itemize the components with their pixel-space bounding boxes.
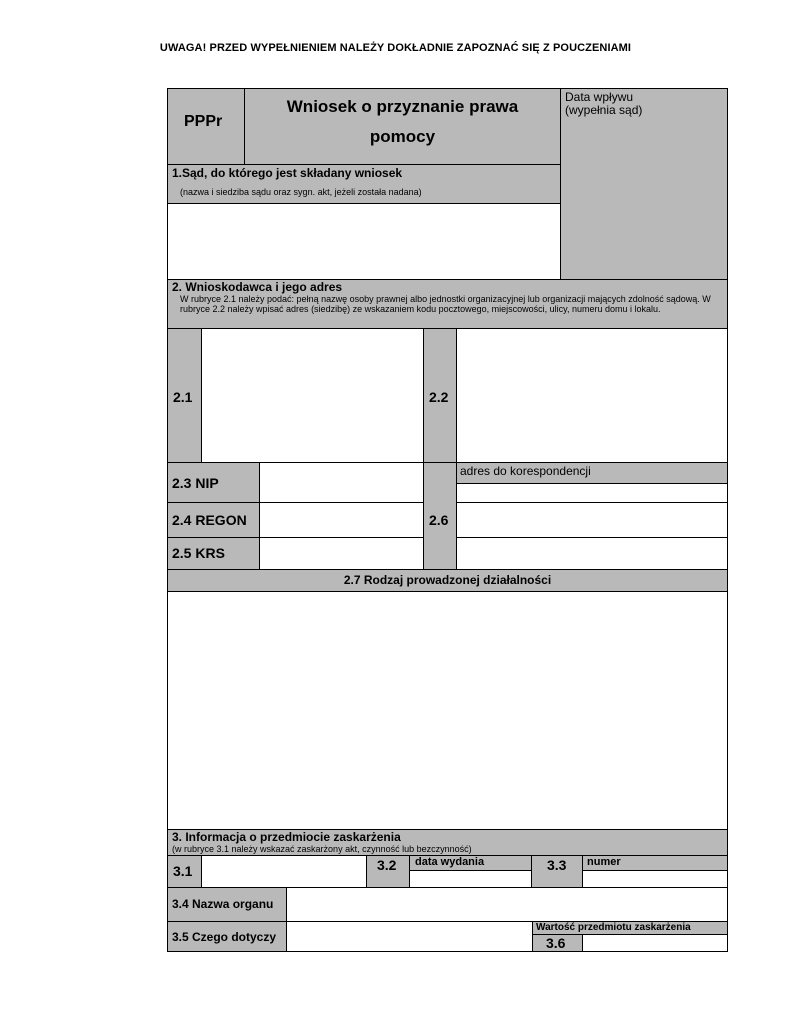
- subject-section-title: 3. Informacja o przedmiocie zaskarżenia: [172, 830, 401, 844]
- regon-input[interactable]: [259, 502, 424, 538]
- form-title-cell: [244, 88, 561, 165]
- court-section-header: [167, 164, 561, 204]
- court-section-hint: (nazwa i siedziba sądu oraz sygn. akt, jeżeli została nadana): [180, 187, 422, 197]
- organ-label: 3.4 Nazwa organu: [172, 897, 274, 911]
- activity-header: [167, 569, 728, 592]
- value-input[interactable]: [582, 934, 728, 952]
- value-label-cell: [532, 921, 728, 935]
- field-3-1-label-cell: [167, 855, 202, 888]
- organ-label-cell: [167, 887, 287, 922]
- issue-date-input[interactable]: [409, 870, 532, 888]
- number-input[interactable]: [582, 870, 728, 888]
- court-input[interactable]: [167, 203, 561, 280]
- krs-label-cell: [167, 537, 260, 570]
- nip-label-cell: [167, 462, 260, 503]
- number-label: numer: [587, 856, 621, 868]
- subject-section-hint: (w rubryce 3.1 należy wskazać zaskarżony akt, czynność lub bezczynność): [172, 844, 472, 854]
- organ-input[interactable]: [286, 887, 728, 922]
- field-2-2-label: 2.2: [429, 389, 449, 405]
- warning-banner: UWAGA! PRZED WYPEŁNIENIEM NALEŻY DOKŁADNIE ZAPOZNAĆ SIĘ Z POUCZENIAMI: [159, 42, 632, 54]
- nip-label: 2.3 NIP: [172, 475, 219, 491]
- field-2-1-label: 2.1: [173, 389, 193, 405]
- concerns-label: 3.5 Czego dotyczy: [172, 930, 277, 944]
- subject-section-header: [167, 829, 728, 856]
- concerns-input[interactable]: [286, 921, 533, 952]
- correspondence-input-line3[interactable]: [456, 537, 728, 570]
- regon-label-cell: [167, 502, 260, 538]
- issue-date-label-cell: [409, 855, 532, 871]
- field-3-6-label: 3.6: [546, 935, 566, 951]
- field-3-1-input[interactable]: [201, 855, 367, 888]
- form-title-line2: pomocy: [369, 127, 436, 146]
- field-3-1-label: 3.1: [173, 863, 193, 879]
- field-2-6-label-cell: [423, 462, 457, 570]
- form-title-line1: Wniosek o przyznanie prawa: [286, 97, 519, 116]
- receipt-date-cell: [560, 88, 728, 280]
- form-code: PPPr: [184, 113, 223, 130]
- applicant-section-title: 2. Wnioskodawca i jego adres: [172, 280, 343, 294]
- court-section-title: 1.Sąd, do którego jest składany wniosek: [172, 166, 403, 180]
- correspondence-input-line2[interactable]: [456, 502, 728, 538]
- number-label-cell: [582, 855, 728, 871]
- field-3-6-label-cell: [532, 934, 583, 952]
- field-2-6-label: 2.6: [429, 512, 449, 528]
- issue-date-label: data wydania: [415, 856, 485, 868]
- field-2-1-label-cell: [167, 328, 202, 463]
- field-2-1-input[interactable]: [201, 328, 424, 463]
- form-code-cell: [167, 88, 245, 165]
- regon-label: 2.4 REGON: [172, 512, 247, 528]
- value-label: Wartość przedmiotu zaskarżenia: [536, 922, 691, 933]
- activity-input[interactable]: [167, 591, 728, 830]
- applicant-section-header: [167, 279, 728, 329]
- receipt-date-label: Data wpływu: [565, 90, 634, 104]
- nip-input[interactable]: [259, 462, 424, 503]
- applicant-section-hint: W rubryce 2.1 należy podać: pełną nazwę osoby prawnej albo jednostki organizacyjnej lub organizacji mających zdolność sądową. W rubryce 2.2 należy wpisać adres (siedzibę) ze wskazaniem kodu pocztowego, miejscowości, ulicy, numeru domu i lokalu.: [180, 294, 711, 314]
- field-2-2-label-cell: [423, 328, 457, 463]
- field-3-2-label-cell: [366, 855, 410, 888]
- correspondence-label-cell: [456, 462, 728, 484]
- correspondence-input-line1[interactable]: [456, 483, 728, 503]
- activity-title: 2.7 Rodzaj prowadzonej działalności: [343, 573, 552, 587]
- concerns-label-cell: [167, 921, 287, 952]
- field-3-3-label-cell: [531, 855, 583, 888]
- field-3-3-label: 3.3: [547, 857, 567, 873]
- correspondence-label: adres do korespondencji: [460, 464, 591, 478]
- receipt-date-note: (wypełnia sąd): [565, 103, 643, 117]
- field-2-2-input[interactable]: [456, 328, 728, 463]
- field-3-2-label: 3.2: [377, 857, 397, 873]
- krs-label: 2.5 KRS: [172, 545, 225, 561]
- krs-input[interactable]: [259, 537, 424, 570]
